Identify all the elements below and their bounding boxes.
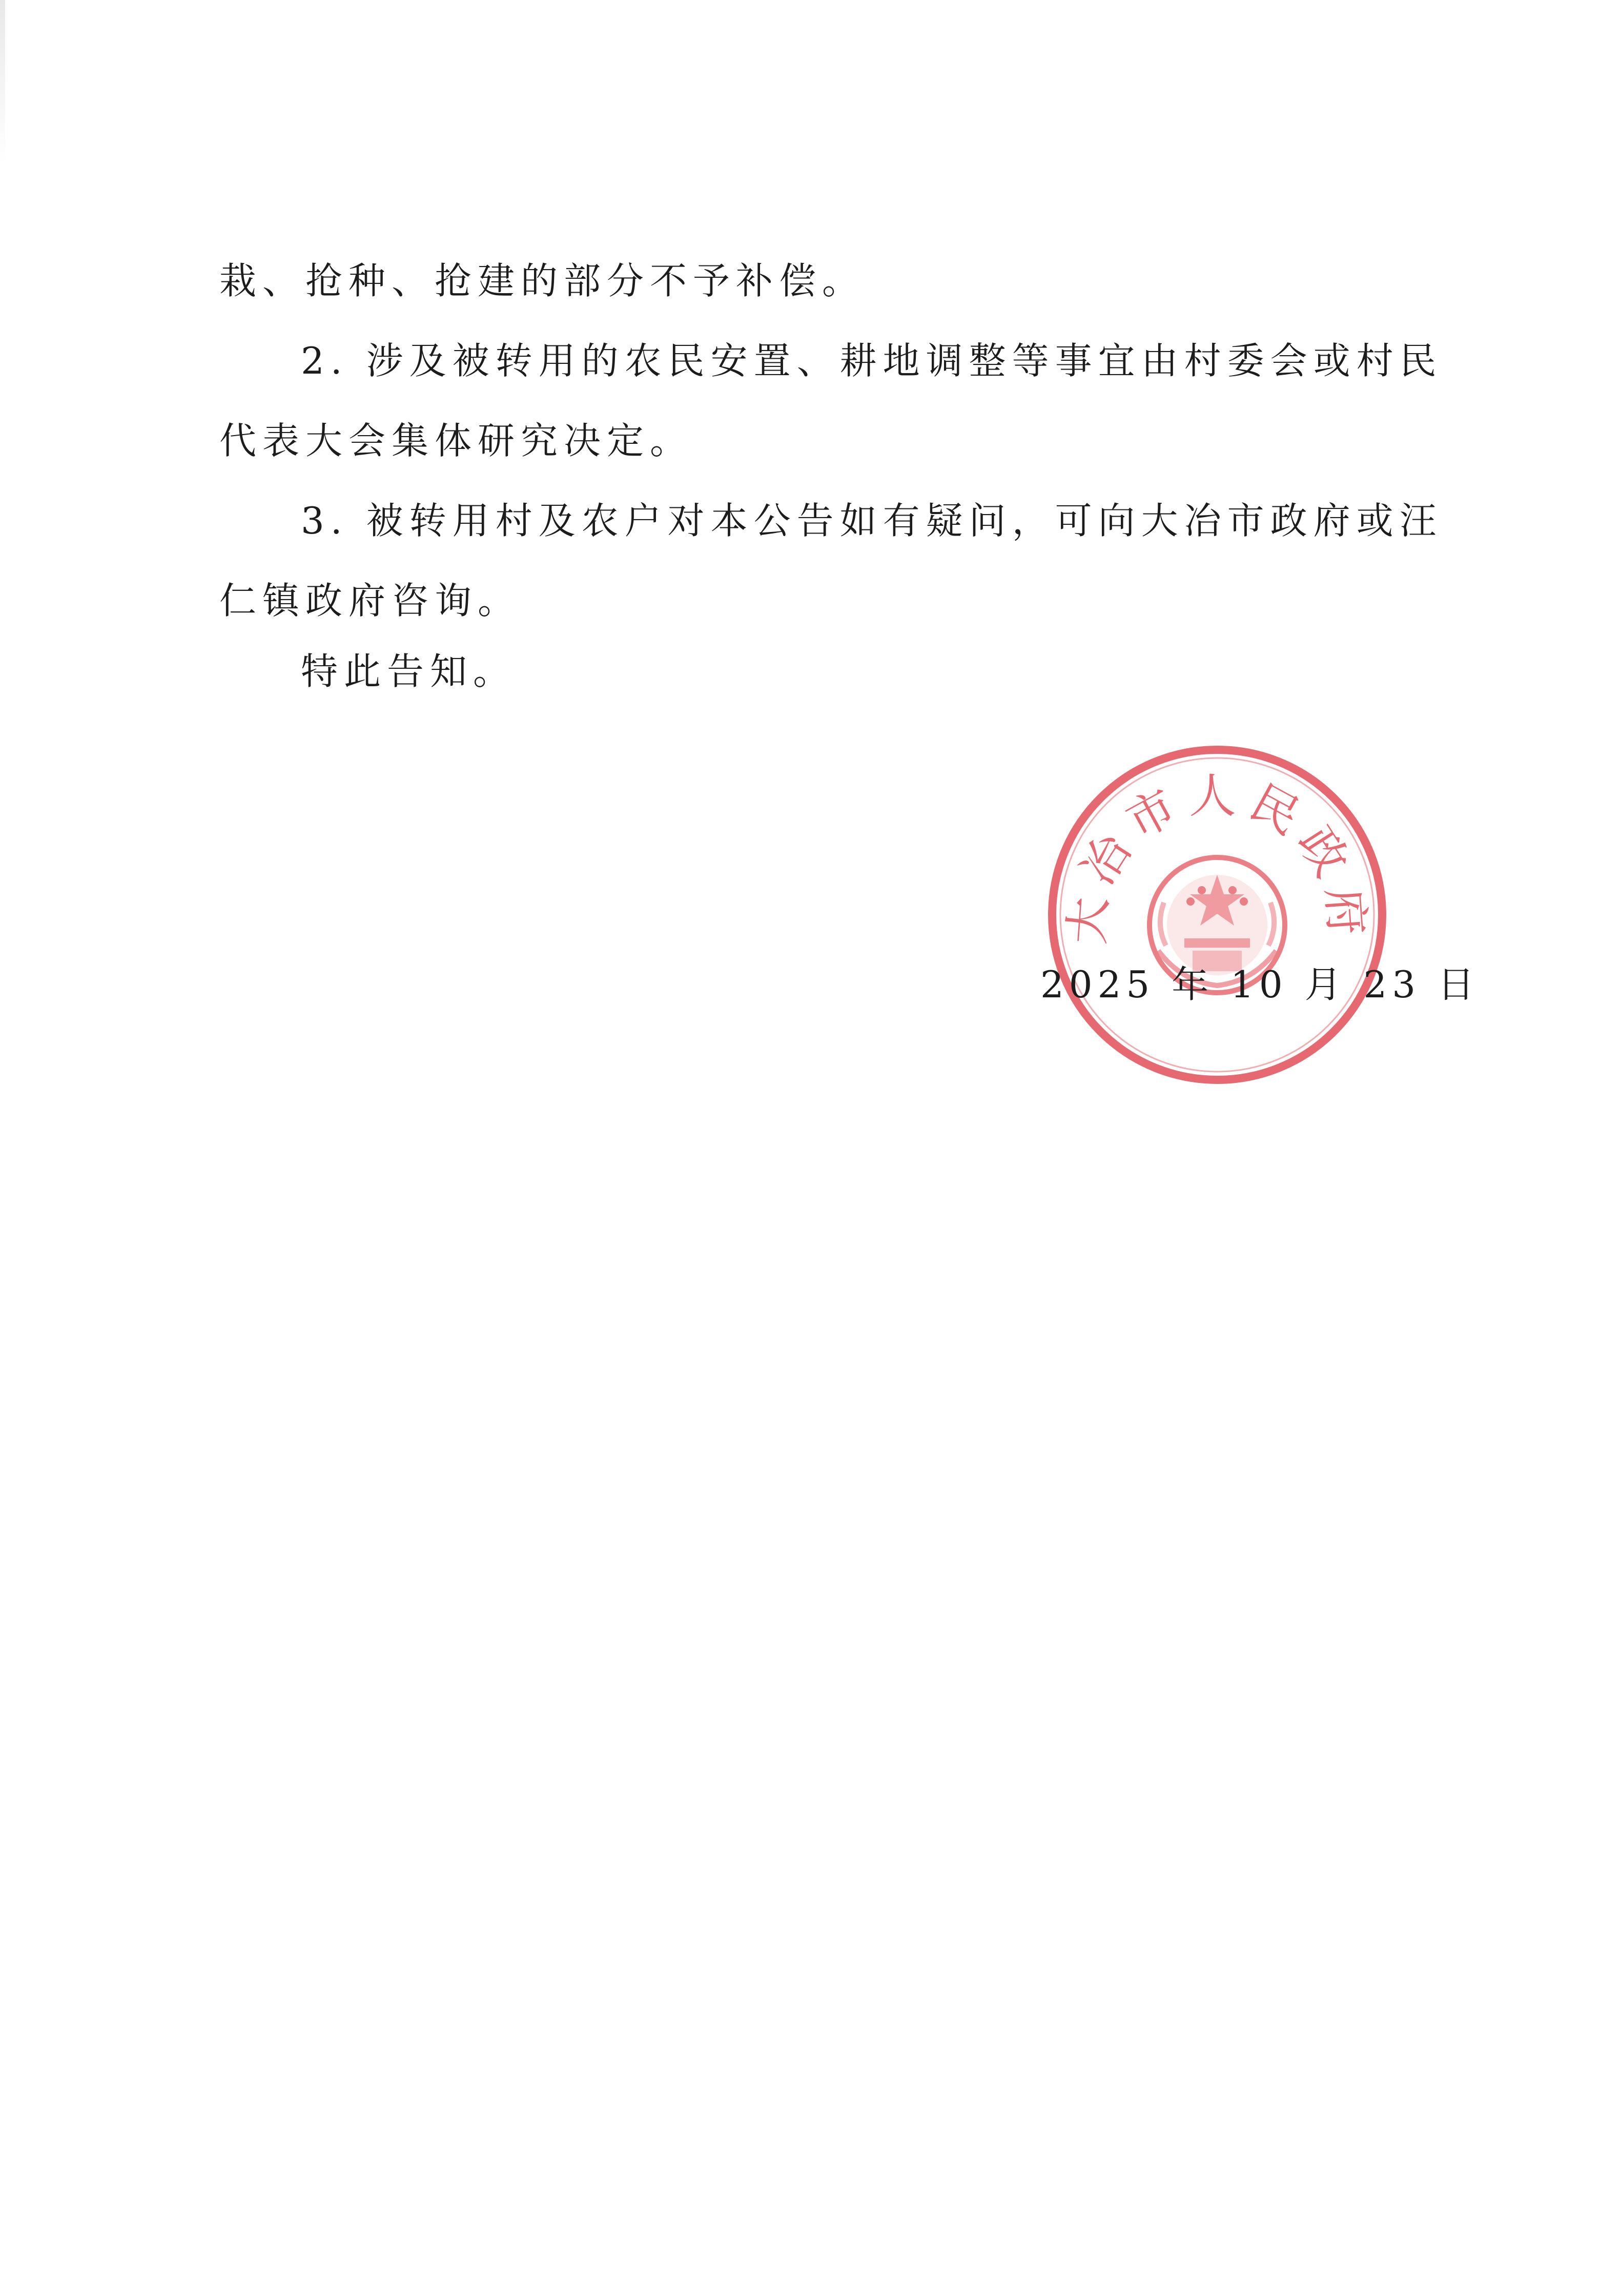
scan-edge [0,0,5,164]
paragraph-line-3: 代表大会集体研究决定。 [219,419,693,462]
paragraph-line-5: 仁镇政府咨询。 [219,579,521,622]
official-seal [1043,741,1391,1089]
closing-line: 特此告知。 [301,650,517,693]
document-date: 2025 年 10 月 23 日 [1040,963,1480,1006]
seal-text: 大冶市人民政府 [1059,769,1376,947]
paragraph-line-1: 栽、抢种、抢建的部分不予补偿。 [219,259,866,302]
paragraph-line-2: 2. 涉及被转用的农民安置、耕地调整等事宜由村委会或村民 [301,339,1443,382]
paragraph-line-4: 3. 被转用村及农户对本公告如有疑问，可向大冶市政府或汪 [301,499,1443,542]
